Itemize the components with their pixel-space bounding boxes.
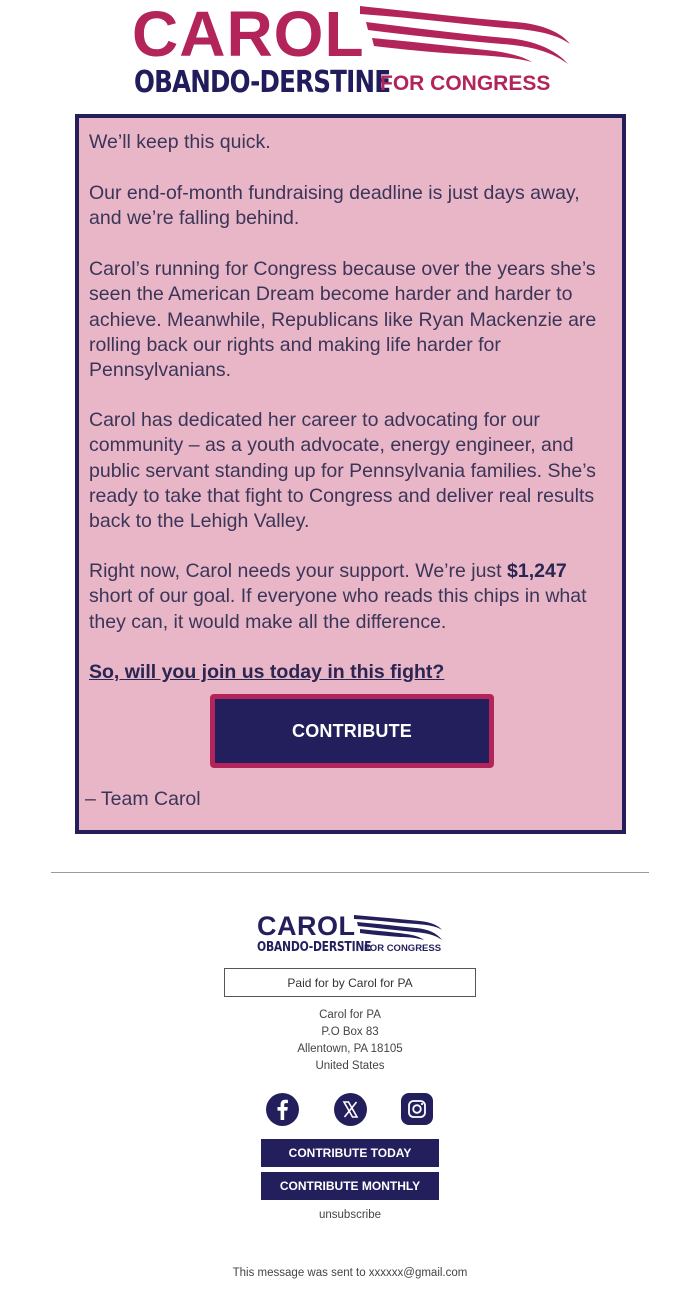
facebook-icon[interactable] bbox=[266, 1093, 299, 1126]
paragraph-intro: We’ll keep this quick. bbox=[89, 131, 271, 153]
ask-link[interactable]: So, will you join us today in this fight? bbox=[89, 661, 445, 683]
campaign-logo bbox=[130, 0, 575, 100]
mailing-address bbox=[200, 1007, 500, 1075]
signoff: – Team Carol bbox=[85, 788, 201, 810]
footer-logo-carol-text: CAROL bbox=[257, 911, 356, 941]
support-text-start: Right now, Carol needs your support. We’re just bbox=[89, 560, 508, 582]
flag-stripes-icon bbox=[356, 4, 572, 68]
paragraph-why-running: Carol’s running for Congress because over the years she’s seen the American Dream become harder and harder to achieve. Meanwhile, Republicans like Ryan Mackenzie are rolling back our rights and making life harder for Pennsylvanians. bbox=[89, 258, 597, 382]
address-line: Allentown, PA 18105 bbox=[297, 1043, 403, 1055]
sent-to-notice: This message was sent to xxxxxx@gmail.com bbox=[232, 1267, 468, 1279]
instagram-icon[interactable] bbox=[401, 1093, 433, 1125]
paragraph-deadline: Our end-of-month fundraising deadline is just days away, and we’re falling behind. bbox=[89, 182, 580, 230]
footer-logo-name-text: OBANDO-DERSTINE bbox=[257, 939, 372, 955]
address-line: United States bbox=[315, 1060, 385, 1072]
paragraph-career: Carol has dedicated her career to advocating for our community – as a youth advocate, energy engineer, and public servant standing up for Pennsylvania families. She’s ready to take that fight to Congress and deliver real results back to the Lehigh Valley. bbox=[89, 409, 596, 533]
x-icon[interactable] bbox=[334, 1093, 367, 1126]
support-text-end: short of our goal. If everyone who reads this chips in what they can, it would make all the difference. bbox=[89, 585, 587, 633]
goal-amount: $1,247 bbox=[507, 560, 567, 582]
contribute-button[interactable]: CONTRIBUTE bbox=[210, 694, 494, 768]
footer-logo bbox=[256, 911, 446, 958]
unsubscribe-link[interactable]: unsubscribe bbox=[318, 1209, 381, 1221]
footer-flag-stripes-icon bbox=[352, 914, 444, 942]
paragraph-support bbox=[89, 559, 614, 635]
address-line: Carol for PA bbox=[319, 1009, 381, 1021]
paid-for-disclaimer: Paid for by Carol for PA bbox=[224, 968, 476, 997]
email-message-card bbox=[75, 114, 626, 834]
logo-carol-text: CAROL bbox=[132, 0, 365, 70]
contribute-monthly-button[interactable]: CONTRIBUTE MONTHLY bbox=[261, 1172, 439, 1200]
footer-divider bbox=[51, 872, 649, 873]
logo-name-text: OBANDO-DERSTINE bbox=[134, 65, 391, 100]
contribute-today-button[interactable]: CONTRIBUTE TODAY bbox=[261, 1139, 439, 1167]
logo-for-congress-text: FOR CONGRESS bbox=[380, 72, 551, 95]
address-line: P.O Box 83 bbox=[321, 1026, 379, 1038]
footer-logo-for-congress-text: FOR CONGRESS bbox=[364, 943, 442, 954]
